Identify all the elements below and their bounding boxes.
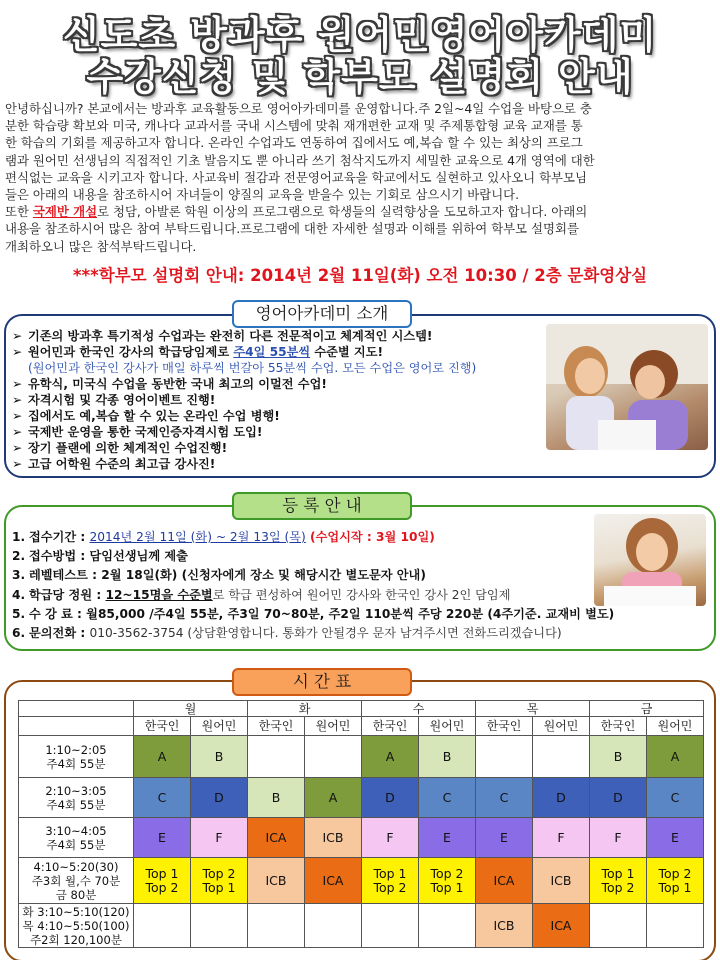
intro-line: 한 학습의 기회를 제공하고자 합니다. 온라인 수업과도 연동하여 집에서도 예,복습 할 수 있는 최상의 프로그 [5, 135, 583, 151]
class-cell: D [191, 778, 248, 818]
class-cell: ICA [305, 858, 362, 904]
teacher-header: 원어민 [419, 717, 476, 736]
feature-item [12, 408, 548, 424]
feature-item [12, 392, 548, 408]
time-slot-line: 금 80분 [55, 887, 97, 902]
arrow-bullet-icon: ➢ [12, 393, 23, 407]
feature-text: 수준별 지도! [310, 345, 384, 359]
class-cell: ICB [476, 904, 533, 948]
photo-illustration [546, 324, 708, 450]
class-cell: C [419, 778, 476, 818]
teacher-with-student-photo [546, 324, 708, 450]
item-label: 문의전화 : [29, 626, 90, 641]
feature-text: 원어민과 한국인 강사의 학급당임제로 [28, 345, 234, 359]
class-cell [647, 858, 704, 904]
item-value: 010-3562-3754 (상담환영합니다. 통화가 안될경우 문자 남겨주시면 전화드리겠습니다) [89, 626, 562, 641]
time-slot-line: 화 3:10~5:10(120) [22, 904, 130, 919]
feature-item [12, 328, 548, 344]
registration-item [12, 586, 602, 605]
photo-illustration [594, 514, 706, 606]
feature-item [12, 440, 548, 456]
registration-item [12, 624, 602, 643]
time-slot-cell [19, 778, 134, 818]
registration-item [12, 566, 602, 585]
feature-subnote: (원어민과 한국인 강사가 매일 하루씩 번갈아 55분씩 수업. 모든 수업은 영어로 진행) [28, 361, 477, 375]
parent-briefing-notice [0, 262, 720, 286]
time-slot-line: 3:10~4:05 [45, 823, 107, 838]
feature-item [12, 424, 548, 440]
class-cell [248, 736, 305, 778]
class-cell: C [476, 778, 533, 818]
time-slot-line: 2:10~3:05 [45, 783, 107, 798]
day-header: 수 [362, 701, 476, 717]
registration-item [12, 547, 602, 566]
class-cell [590, 904, 647, 948]
teacher-header: 한국인 [362, 717, 419, 736]
class-label: Top 2 [430, 865, 464, 881]
class-cell: ICA [248, 818, 305, 858]
feature-item [12, 344, 548, 360]
academy-feature-list [12, 328, 548, 472]
feature-text: 유학식, 미국식 수업을 동반한 국내 최고의 이멀전 수업! [28, 377, 327, 391]
class-cell: ICB [305, 818, 362, 858]
timetable-heading: 시 간 표 [232, 668, 412, 696]
table-row [19, 778, 704, 818]
class-label: Top 2 [601, 879, 635, 895]
arrow-bullet-icon: ➢ [12, 345, 23, 359]
class-cell: E [647, 818, 704, 858]
class-cell [191, 858, 248, 904]
arrow-bullet-icon: ➢ [12, 441, 23, 455]
arrow-bullet-icon: ➢ [12, 409, 23, 423]
intro-line: 분한 학습량 확보와 미국, 캐나다 교과서를 국내 시스템에 맞춰 재개편한 교재 및 주제통합형 교육 교재를 통 [5, 118, 583, 134]
class-cell [590, 858, 647, 904]
time-slot-cell [19, 736, 134, 778]
class-cell [134, 904, 191, 948]
class-cell: E [419, 818, 476, 858]
class-cell [362, 904, 419, 948]
item-number: 5. [12, 606, 26, 621]
feature-item [12, 456, 548, 472]
item-value: 담임선생님께 제출 [89, 549, 188, 564]
class-cell: E [134, 818, 191, 858]
class-label: Top 1 [202, 879, 236, 895]
item-label: 학급당 정원 : [29, 587, 106, 602]
table-row [19, 818, 704, 858]
class-label: Top 1 [601, 865, 635, 881]
corner-cell [19, 701, 134, 717]
class-cell: B [191, 736, 248, 778]
intro-text: 로 청담, 아발론 학원 이상의 프로그램으로 학생들의 실력향상을 도모하고자 합니다. 아래의 [97, 204, 588, 220]
class-cell: ICB [533, 858, 590, 904]
timetable [18, 700, 704, 948]
time-slot-line: 목 4:10~5:50(100) [22, 918, 130, 933]
time-slot-line: 주4회 55분 [46, 797, 106, 812]
class-cell [419, 858, 476, 904]
class-cell: ICB [248, 858, 305, 904]
class-cell: A [647, 736, 704, 778]
class-cell: A [134, 736, 191, 778]
class-cell: D [362, 778, 419, 818]
feature-text: 자격시험 및 각종 영어이벤트 진행! [28, 393, 216, 407]
registration-item [12, 605, 615, 624]
teacher-header: 원어민 [305, 717, 362, 736]
class-cell [362, 858, 419, 904]
class-cell [419, 904, 476, 948]
day-header: 금 [590, 701, 704, 717]
time-slot-cell [19, 818, 134, 858]
feature-text: 기존의 방과후 특기적성 수업과는 완전히 다른 전문적이고 체계적인 시스템! [28, 329, 433, 343]
item-value: 12~15명을 수준별 [105, 587, 213, 602]
class-cell [647, 904, 704, 948]
intro-line: 들은 아래의 내용을 참조하시어 자녀들이 양질의 교육을 받을수 있는 기회로 삼으시기 바랍니다. [5, 187, 520, 203]
class-cell: F [191, 818, 248, 858]
table-row [19, 858, 704, 904]
class-cell: D [590, 778, 647, 818]
day-header: 목 [476, 701, 590, 717]
arrow-bullet-icon: ➢ [12, 377, 23, 391]
time-slot-line: 주3회 월,수 70분 [31, 873, 121, 888]
item-extra: (수업시작 : 3월 10일) [305, 530, 435, 544]
class-cell [305, 736, 362, 778]
item-number: 3. [12, 568, 26, 583]
class-cell: F [362, 818, 419, 858]
notice-stars: *** [72, 266, 99, 285]
item-number: 2. [12, 549, 26, 564]
class-label: Top 1 [373, 865, 407, 881]
class-cell [533, 736, 590, 778]
teacher-header: 한국인 [476, 717, 533, 736]
teacher-header: 한국인 [590, 717, 647, 736]
teacher-header: 한국인 [134, 717, 191, 736]
intro-line: 램과 원어민 선생님의 직접적인 기초 발음지도 뿐 아니라 쓰기 첨삭지도까지 세밀한 교육으로 4개 영역에 대한 [5, 152, 595, 168]
corner-cell [19, 717, 134, 736]
class-cell [134, 858, 191, 904]
registration-heading: 등 록 안 내 [232, 492, 412, 520]
item-value: 2014년 2월 11일 (화) ~ 2월 13일 (목) [89, 530, 306, 544]
page-title-line1: 신도초 방과후 원어민영어아카데미 [62, 13, 658, 57]
class-cell: C [647, 778, 704, 818]
class-cell: ICA [476, 858, 533, 904]
arrow-bullet-icon: ➢ [12, 457, 23, 471]
international-class-highlight: 국제반 개설 [32, 204, 98, 220]
day-header: 월 [134, 701, 248, 717]
class-cell: B [590, 736, 647, 778]
feature-text: 장기 플랜에 의한 체계적인 수업진행! [28, 441, 228, 455]
intro-line [5, 203, 717, 220]
feature-text: 집에서도 예,복습 할 수 있는 온라인 수업 병행! [28, 409, 280, 423]
feature-text: 고급 어학원 수준의 최고급 강사진! [28, 457, 216, 471]
arrow-bullet-icon: ➢ [12, 425, 23, 439]
class-cell: B [248, 778, 305, 818]
time-slot-line: 주4회 55분 [46, 756, 106, 771]
timetable-body [19, 736, 704, 948]
class-cell [476, 736, 533, 778]
girl-writing-photo [594, 514, 706, 606]
time-slot-line: 주2회 120,100분 [30, 932, 122, 947]
class-label: Top 1 [430, 879, 464, 895]
feature-item [12, 376, 548, 392]
item-number: 6. [12, 626, 26, 641]
class-cell [248, 904, 305, 948]
academy-intro-heading: 영어아카데미 소개 [232, 300, 412, 328]
item-label: 수 강 료 : [29, 606, 87, 621]
class-label: Top 2 [145, 879, 179, 895]
item-value: 월85,000 /주4일 55분, 주3일 70~80분, 주2일 110분씩 주당 220분 (4주기준. 교재비 별도) [86, 606, 615, 621]
registration-list [12, 528, 615, 643]
class-label: Top 1 [145, 865, 179, 881]
intro-line: 안녕하십니까? 본교에서는 방과후 교육활동으로 영어아카데미를 운영합니다.주 2일~4일 수업을 바탕으로 충 [5, 101, 592, 116]
teacher-header: 원어민 [533, 717, 590, 736]
class-cell: B [419, 736, 476, 778]
arrow-bullet-icon: ➢ [12, 329, 23, 343]
feature-highlight: 주4일 55분씩 [233, 345, 311, 359]
class-label: Top 2 [202, 865, 236, 881]
time-slot-cell [19, 858, 134, 904]
table-row [19, 736, 704, 778]
time-slot-line: 주4회 55분 [46, 837, 106, 852]
class-cell: ICA [533, 904, 590, 948]
class-label: Top 1 [658, 879, 692, 895]
class-cell: F [533, 818, 590, 858]
registration-item [12, 528, 602, 547]
class-cell: A [305, 778, 362, 818]
item-number: 1. [12, 530, 26, 544]
time-slot-line: 1:10~2:05 [45, 742, 107, 757]
intro-paragraph [5, 100, 717, 255]
intro-line: 개최하오니 많은 참석부탁드립니다. [5, 238, 197, 254]
item-label: 레벨테스트 : [29, 568, 102, 583]
class-cell: C [134, 778, 191, 818]
table-row [19, 904, 704, 948]
teacher-header: 원어민 [647, 717, 704, 736]
time-slot-line: 4:10~5:20(30) [33, 859, 119, 874]
class-cell: F [590, 818, 647, 858]
feature-text: 국제반 운영을 통한 국제인증자격시험 도입! [28, 425, 263, 439]
item-extra: 로 학급 편성하여 원어민 강사와 한국인 강사 2인 담임제 [212, 587, 511, 602]
intro-text: 또한 [5, 204, 33, 220]
page-title-line2: 수강신청 및 학부모 설명회 안내 [86, 55, 634, 99]
time-slot-cell [19, 904, 134, 948]
teacher-header: 원어민 [191, 717, 248, 736]
item-label: 접수기간 : [29, 530, 90, 544]
class-cell [305, 904, 362, 948]
class-cell [191, 904, 248, 948]
teacher-header: 한국인 [248, 717, 305, 736]
intro-line: 편식없는 교육을 시키고자 합니다. 사교육비 절감과 전문영어교육을 학교에서도 실현하고 있사오니 학부모님 [5, 169, 587, 185]
class-label: Top 2 [373, 879, 407, 895]
class-cell: A [362, 736, 419, 778]
item-label: 접수방법 : [29, 549, 90, 564]
notice-text: 학부모 설명회 안내: 2014년 2월 11일(화) 오전 10:30 / 2층 문화영상실 [98, 266, 648, 285]
class-cell: D [533, 778, 590, 818]
day-header: 화 [248, 701, 362, 717]
item-number: 4. [12, 587, 26, 602]
intro-line: 내용을 참조하시어 많은 참여 부탁드립니다.프로그램에 대한 자세한 설명과 이해를 위하여 학부모 설명회를 [5, 221, 579, 237]
class-cell: E [476, 818, 533, 858]
class-label: Top 2 [658, 865, 692, 881]
item-value: 2월 18일(화) (신청자에게 장소 및 해당시간 별도문자 안내) [101, 568, 426, 583]
